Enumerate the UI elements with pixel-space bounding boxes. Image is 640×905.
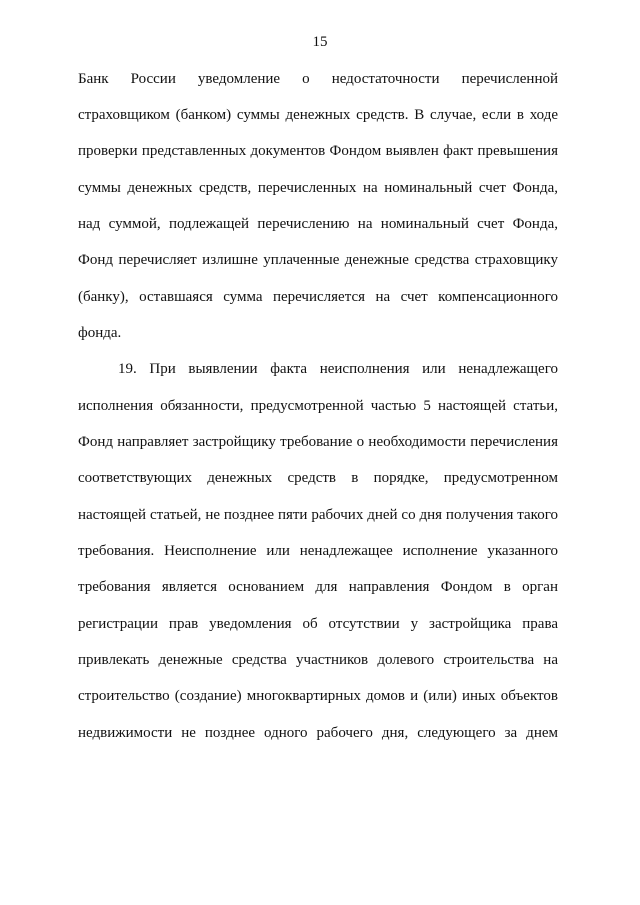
text-line: страховщиком (банком) суммы денежных средств. В случае, если в ходе bbox=[78, 107, 558, 123]
text-line: требования является основанием для направления Фондом в орган bbox=[78, 579, 558, 595]
text-line: суммы денежных средств, перечисленных на номинальный счет Фонда, bbox=[78, 180, 558, 196]
page-number: 15 bbox=[312, 34, 328, 50]
text-line: регистрации прав уведомления об отсутствии у застройщика права bbox=[78, 616, 558, 632]
text-line: недвижимости не позднее одного рабочего дня, следующего за днем bbox=[78, 725, 558, 741]
text-line: привлекать денежные средства участников долевого строительства на bbox=[78, 652, 558, 668]
text-line: фонда. bbox=[78, 325, 122, 341]
text-line: настоящей статьей, не позднее пяти рабочих дней со дня получения такого bbox=[78, 507, 558, 523]
text-line: (банку), оставшаяся сумма перечисляется на счет компенсационного bbox=[78, 289, 558, 305]
text-line: требования. Неисполнение или ненадлежащее исполнение указанного bbox=[78, 543, 558, 559]
text-line: над суммой, подлежащей перечислению на номинальный счет Фонда, bbox=[78, 216, 558, 232]
text-line: Фонд перечисляет излишне уплаченные денежные средства страховщику bbox=[78, 252, 558, 268]
text-line: исполнения обязанности, предусмотренной частью 5 настоящей статьи, bbox=[78, 398, 558, 414]
text-line: соответствующих денежных средств в порядке, предусмотренном bbox=[78, 470, 558, 486]
text-line: 19. При выявлении факта неисполнения или ненадлежащего bbox=[118, 361, 558, 377]
text-line: проверки представленных документов Фондом выявлен факт превышения bbox=[78, 143, 558, 159]
text-line: Банк России уведомление о недостаточности перечисленной bbox=[78, 71, 558, 87]
text-line: строительство (создание) многоквартирных домов и (или) иных объектов bbox=[78, 688, 558, 704]
text-line: Фонд направляет застройщику требование о необходимости перечисления bbox=[78, 434, 558, 450]
